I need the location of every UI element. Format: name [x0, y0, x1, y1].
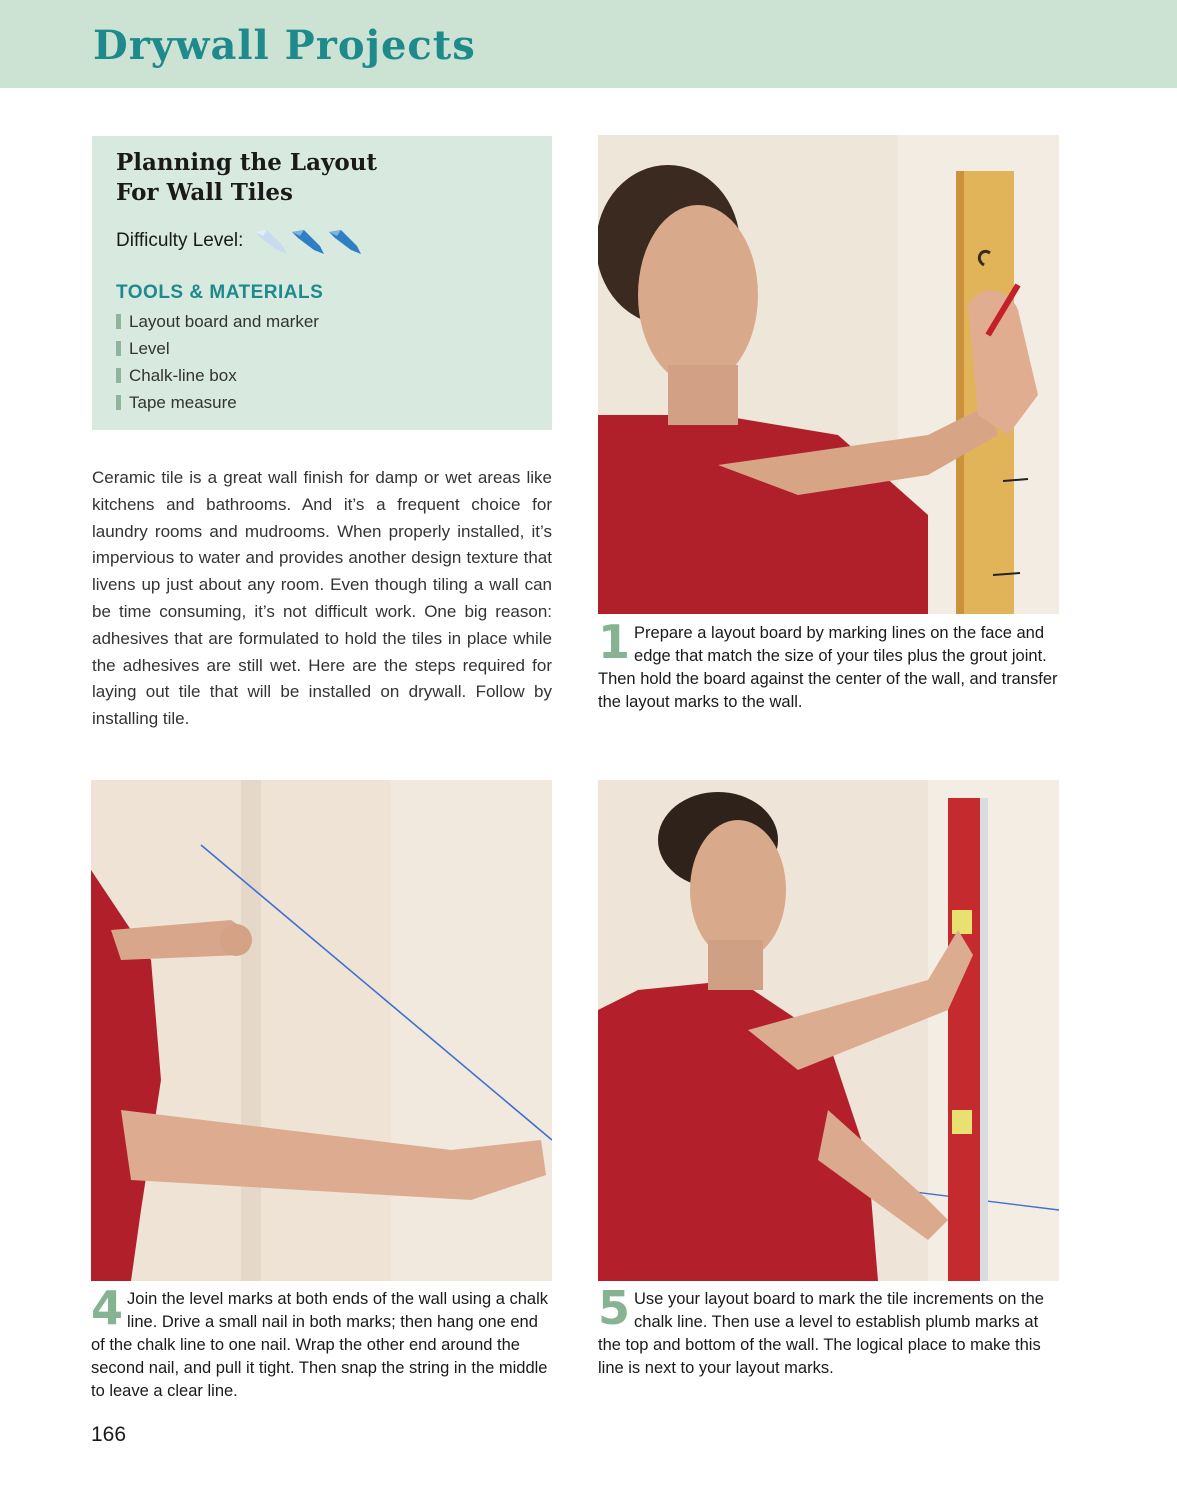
- difficulty-label: Difficulty Level:: [116, 230, 244, 251]
- step-text: Use your layout board to mark the tile increments on the chalk line. Then use a level to establish plumb marks at the top and bottom of the wall. The logical place to make this line is next to your layout marks.: [598, 1290, 1044, 1377]
- bullet-icon: [116, 314, 121, 329]
- trowel-icon-light: [253, 226, 289, 256]
- step-number: 1: [598, 615, 631, 669]
- page-number: 166: [91, 1423, 127, 1446]
- project-title-line-2: For Wall Tiles: [116, 179, 293, 206]
- step-5-photo: [598, 780, 1059, 1281]
- bullet-icon: [116, 395, 121, 410]
- tool-item: Tape measure: [116, 389, 528, 416]
- step-number: 4: [91, 1281, 124, 1335]
- tool-item: Layout board and marker: [116, 308, 528, 335]
- difficulty-rating: [253, 226, 364, 256]
- trowel-icon: [327, 226, 363, 256]
- step-number: 5: [598, 1281, 631, 1335]
- project-title-line-1: Planning the Layout: [116, 149, 378, 176]
- step-5-caption: [598, 1281, 1058, 1380]
- tools-heading: TOOLS & MATERIALS: [116, 282, 324, 303]
- bullet-icon: [116, 341, 121, 356]
- project-sidebar: [92, 136, 552, 430]
- tool-item: Level: [116, 335, 528, 362]
- step-1-photo: [598, 135, 1059, 614]
- difficulty-level: [116, 226, 528, 256]
- bullet-icon: [116, 368, 121, 383]
- trowel-icon: [290, 226, 326, 256]
- step-4-caption: [91, 1281, 551, 1403]
- step-4-photo: [91, 780, 552, 1281]
- intro-paragraph: Ceramic tile is a great wall finish for damp or wet areas like kitchens and bathrooms. And it’s a frequent choice for laundry rooms and mudrooms. When properly installed, it’s impervious to water and provides another design texture that livens up just about any room. Even though tiling a wall can be time consuming, it’s not difficult work. One big reason: adhesives that are formulated to hold the tiles in place while the adhesives are still wet. Here are the steps required for laying out tile that will be installed on drywall. Follow by installing tile.: [92, 468, 552, 729]
- section-title: Drywall Projects: [93, 22, 476, 69]
- tool-item: Chalk-line box: [116, 362, 528, 389]
- step-text: Prepare a layout board by marking lines on the face and edge that match the size of your tiles plus the grout joint. Then hold the board against the center of the wall, and transfer the layout marks to the wall.: [598, 624, 1058, 711]
- tools-list: [116, 308, 528, 416]
- step-text: Join the level marks at both ends of the wall using a chalk line. Drive a small nail in both marks; then hang one end of the chalk line to one nail. Wrap the other end around the second nail, and pull it tight. Then snap the string in the middle to leave a clear line.: [91, 1290, 548, 1400]
- project-title: [116, 148, 528, 208]
- step-1-caption: [598, 615, 1058, 714]
